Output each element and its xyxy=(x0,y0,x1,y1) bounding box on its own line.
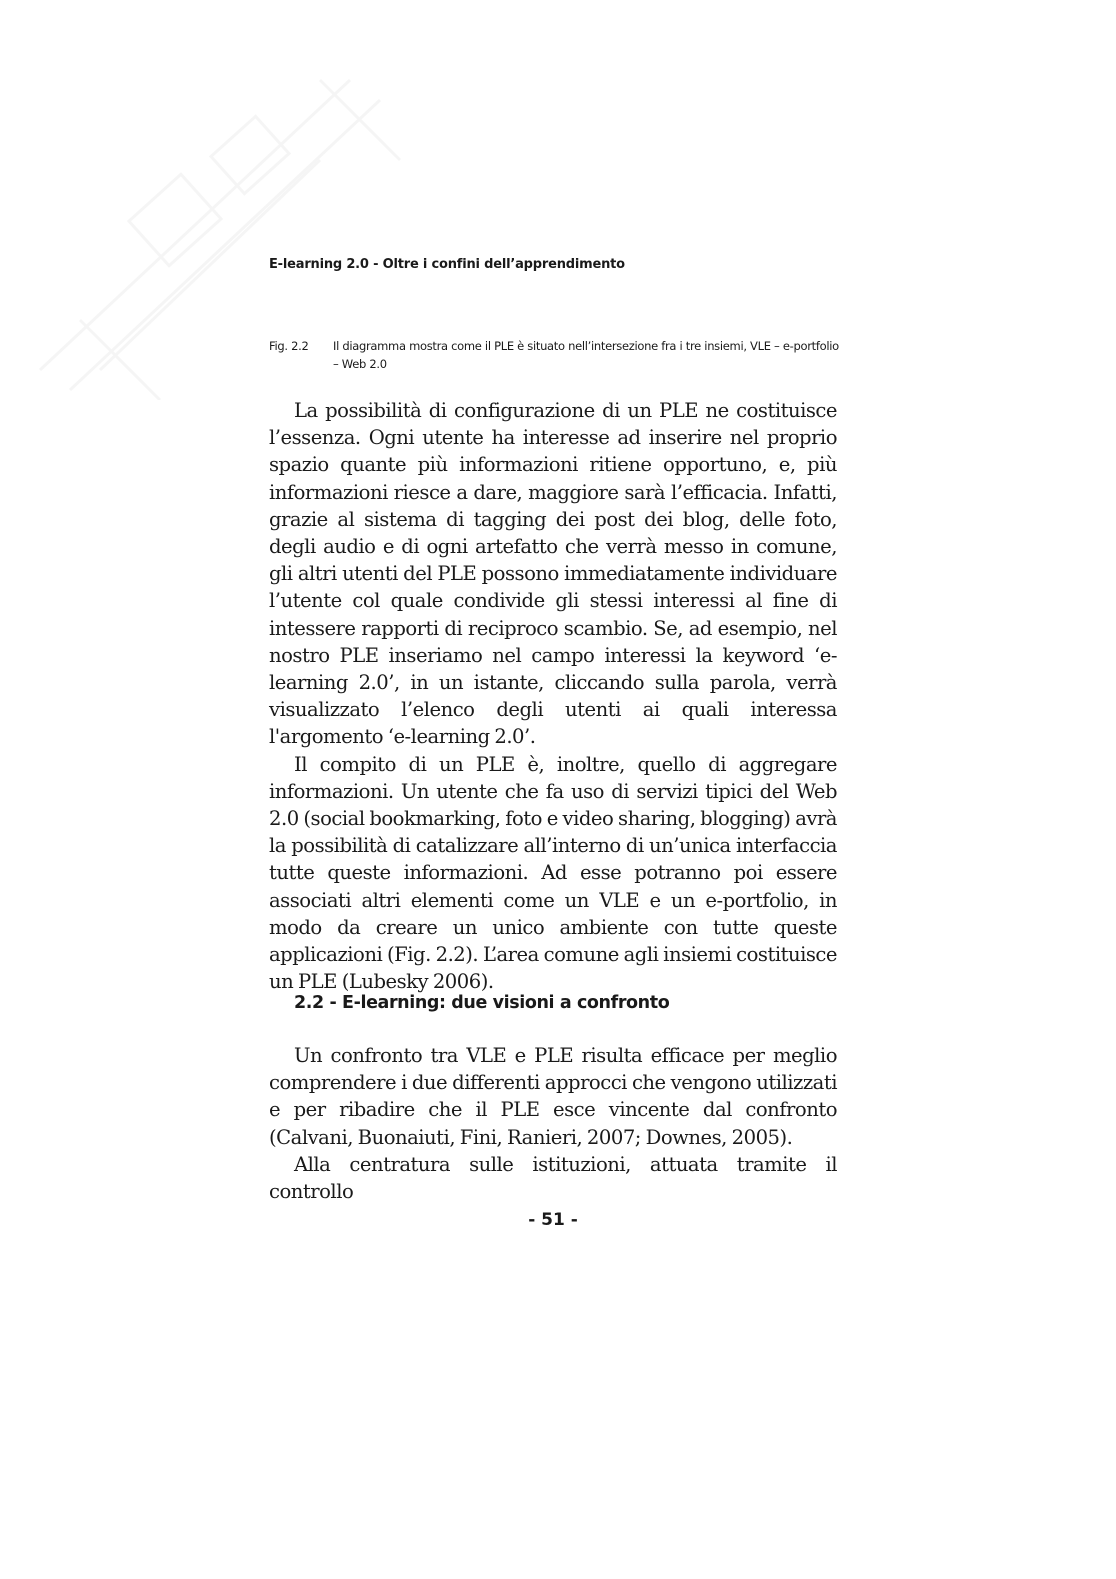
paragraph: Il compito di un PLE è, inoltre, quello di aggregare informazioni. Un utente che fa uso di servizi tipici del Web 2.0 (social bookmarking, foto e video sharing, blogging) avrà la possibilità di catalizzare all’interno di un’unica interfaccia tutte queste informazioni. Ad esse potranno poi essere associati altri elementi come un VLE e un e-portfolio, in modo da creare un unico ambiente con tutte queste applicazioni (Fig. 2.2). L’area comune agli insiemi costituisce un PLE (Lubesky 2006). xyxy=(269,752,837,994)
body-text-block xyxy=(269,397,837,995)
paragraph: Un confronto tra VLE e PLE risulta efficace per meglio comprendere i due differenti approcci che vengono utilizzati e per ribadire che il PLE esce vincente dal confronto (Calvani, Buonaiuti, Fini, Ranieri, 2007; Downes, 2005). xyxy=(269,1044,837,1149)
page-number: - 51 - xyxy=(528,1210,578,1230)
body-text-block xyxy=(269,1042,837,1205)
figure-caption-text: Il diagramma mostra come il PLE è situato nell’intersezione fra i tre insiemi, VLE – e-portfolio – Web 2.0 xyxy=(333,339,839,371)
paragraph: Alla centratura sulle istituzioni, attuata tramite il controllo xyxy=(269,1152,837,1204)
running-header: E-learning 2.0 - Oltre i confini dell’apprendimento xyxy=(269,257,625,272)
section-heading: 2.2 - E-learning: due visioni a confronto xyxy=(294,993,670,1013)
paragraph: La possibilità di configurazione di un PLE ne costituisce l’essenza. Ogni utente ha interesse ad inserire nel proprio spazio quante più informazioni ritiene opportuno, e, più informazioni riesce a dare, maggiore sarà l’efficacia. Infatti, grazie al sistema di tagging dei post dei blog, delle foto, degli audio e di ogni artefatto che verrà messo in comune, gli altri utenti del PLE possono immediatamente individuare l’utente col quale condivide gli stessi interessi al fine di intessere rapporti di reciproco scambio. Se, ad esempio, nel nostro PLE inseriamo nel campo interessi la keyword ‘e-learning 2.0’, in un istante, cliccando sulla parola, verrà visualizzato l’elenco degli utenti ai quali interessa l'argomento ‘e-learning 2.0’. xyxy=(269,399,837,749)
figure-label: Fig. 2.2 xyxy=(269,339,309,353)
figure-caption xyxy=(269,337,849,373)
